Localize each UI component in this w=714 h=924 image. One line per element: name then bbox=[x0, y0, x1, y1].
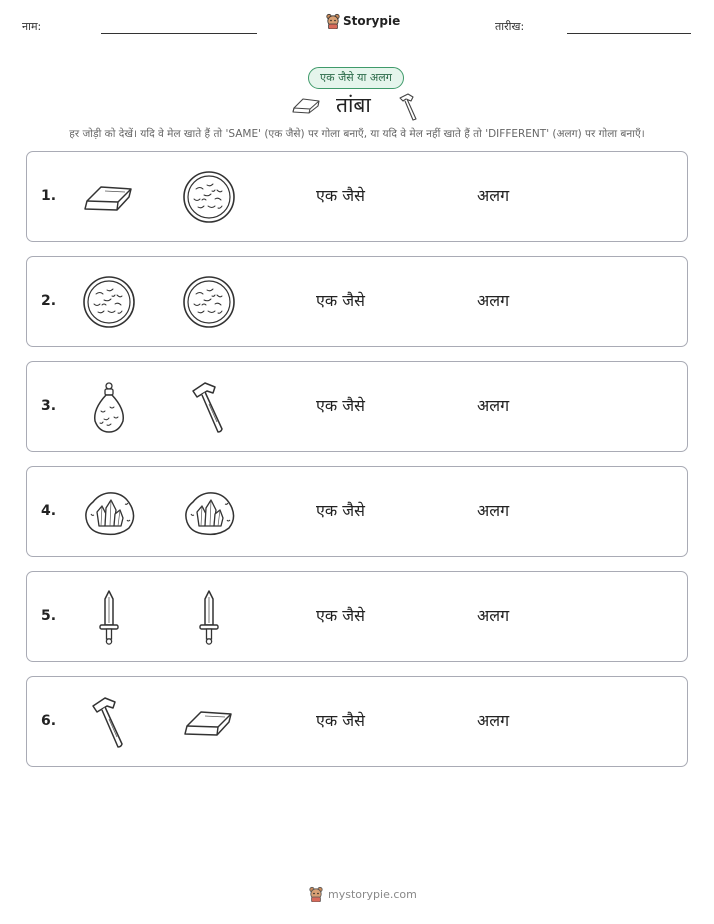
different-option[interactable]: अलग bbox=[477, 186, 510, 205]
row-number: 5. bbox=[41, 608, 57, 624]
pair-row-6 bbox=[26, 676, 688, 767]
different-option[interactable]: अलग bbox=[477, 501, 510, 520]
pair-row-1 bbox=[26, 151, 688, 242]
ingot-icon bbox=[79, 169, 139, 225]
bear-logo-icon bbox=[326, 13, 340, 29]
different-option[interactable]: अलग bbox=[477, 396, 510, 415]
ore-crystal-icon bbox=[79, 484, 139, 540]
same-option[interactable]: एक जैसे bbox=[316, 501, 365, 520]
worksheet-type-badge: एक जैसे या अलग bbox=[308, 67, 404, 89]
brand-name: Storypie bbox=[343, 14, 401, 28]
sword-icon bbox=[179, 589, 239, 645]
brand-logo bbox=[326, 13, 400, 29]
instructions: हर जोड़ी को देखें। यदि वे मेल खाते हैं तो 'SAME' (एक जैसे) पर गोला बनाएँ, या यदि वे मेल नहीं खाते हैं तो 'DIFFERENT' (अलग) पर गोला बनाएँ। bbox=[69, 128, 645, 140]
row-number: 4. bbox=[41, 503, 57, 519]
row-number: 1. bbox=[41, 188, 57, 204]
same-option[interactable]: एक जैसे bbox=[316, 396, 365, 415]
coin-icon bbox=[79, 274, 139, 330]
footer bbox=[309, 886, 417, 902]
different-option[interactable]: अलग bbox=[477, 291, 510, 310]
name-label: नाम: bbox=[22, 20, 42, 33]
pendant-icon bbox=[79, 379, 139, 435]
pair-row-5 bbox=[26, 571, 688, 662]
ingot-icon bbox=[291, 96, 321, 116]
hammer-icon bbox=[179, 379, 239, 435]
different-option[interactable]: अलग bbox=[477, 606, 510, 625]
row-number: 2. bbox=[41, 293, 57, 309]
pair-row-3 bbox=[26, 361, 688, 452]
pair-row-2 bbox=[26, 256, 688, 347]
coin-icon bbox=[179, 169, 239, 225]
footer-url[interactable]: mystorypie.com bbox=[328, 887, 417, 901]
worksheet-title: तांबा bbox=[336, 93, 371, 117]
row-number: 6. bbox=[41, 713, 57, 729]
bear-logo-icon bbox=[309, 886, 323, 902]
pair-row-4 bbox=[26, 466, 688, 557]
same-option[interactable]: एक जैसे bbox=[316, 711, 365, 730]
coin-icon bbox=[179, 274, 239, 330]
ore-crystal-icon bbox=[179, 484, 239, 540]
date-label: तारीख: bbox=[495, 20, 525, 33]
same-option[interactable]: एक जैसे bbox=[316, 186, 365, 205]
sword-icon bbox=[79, 589, 139, 645]
hammer-icon bbox=[79, 694, 139, 750]
same-option[interactable]: एक जैसे bbox=[316, 291, 365, 310]
same-option[interactable]: एक जैसे bbox=[316, 606, 365, 625]
ingot-icon bbox=[179, 694, 239, 750]
different-option[interactable]: अलग bbox=[477, 711, 510, 730]
hammer-icon bbox=[398, 92, 420, 122]
date-line[interactable] bbox=[567, 33, 691, 34]
name-line[interactable] bbox=[101, 33, 257, 34]
row-number: 3. bbox=[41, 398, 57, 414]
